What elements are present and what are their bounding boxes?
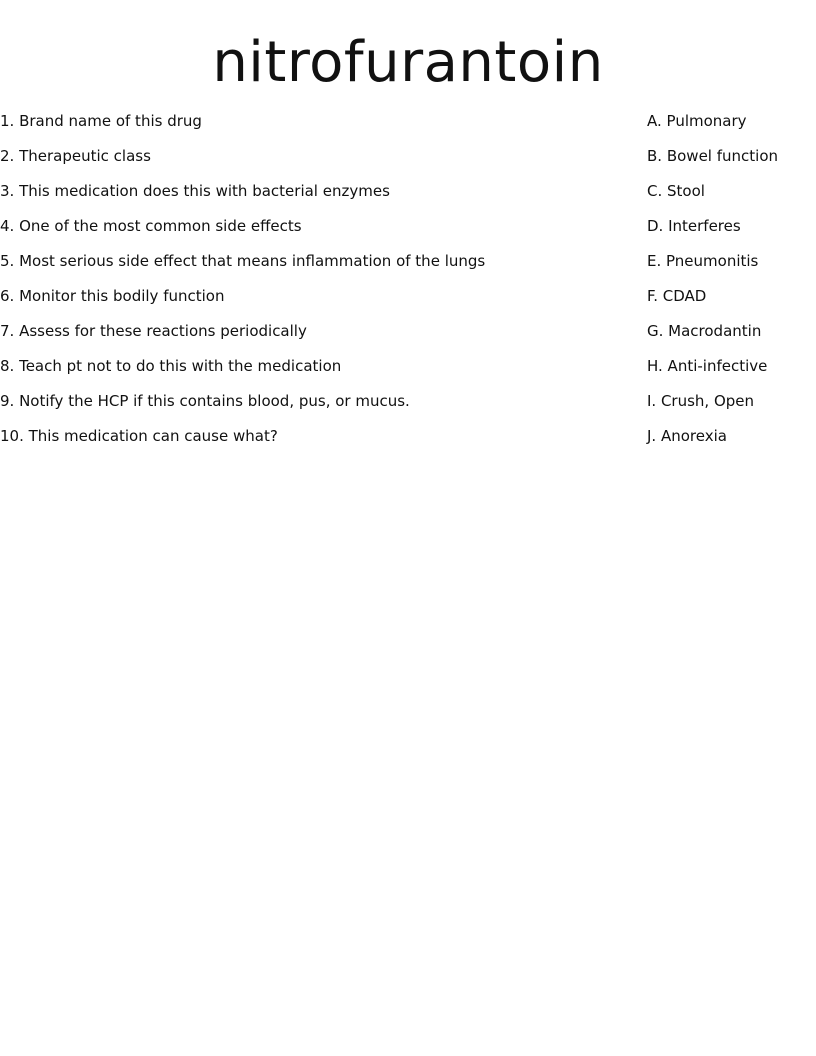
answer-item: G. Macrodantin — [647, 322, 762, 340]
question-item: 6. Monitor this bodily function — [0, 287, 225, 305]
question-item: 4. One of the most common side effects — [0, 217, 302, 235]
answer-item: E. Pneumonitis — [647, 252, 759, 270]
question-item: 7. Assess for these reactions periodically — [0, 322, 307, 340]
answer-item: J. Anorexia — [647, 427, 727, 445]
question-item: 2. Therapeutic class — [0, 147, 151, 165]
question-item: 5. Most serious side effect that means inflammation of the lungs — [0, 252, 486, 270]
question-item: 10. This medication can cause what? — [0, 427, 278, 445]
answer-list — [647, 110, 816, 460]
answer-item: B. Bowel function — [647, 147, 779, 165]
question-item: 3. This medication does this with bacterial enzymes — [0, 182, 390, 200]
question-list — [0, 110, 600, 460]
question-item: 1. Brand name of this drug — [0, 112, 202, 130]
answer-item: H. Anti-infective — [647, 357, 768, 375]
answer-item: F. CDAD — [647, 287, 707, 305]
question-item: 8. Teach pt not to do this with the medication — [0, 357, 342, 375]
answer-item: D. Interferes — [647, 217, 741, 235]
answer-item: A. Pulmonary — [647, 112, 747, 130]
page-title: nitrofurantoin — [212, 30, 604, 95]
answer-item: C. Stool — [647, 182, 705, 200]
answer-item: I. Crush, Open — [647, 392, 755, 410]
question-item: 9. Notify the HCP if this contains blood, pus, or mucus. — [0, 392, 410, 410]
